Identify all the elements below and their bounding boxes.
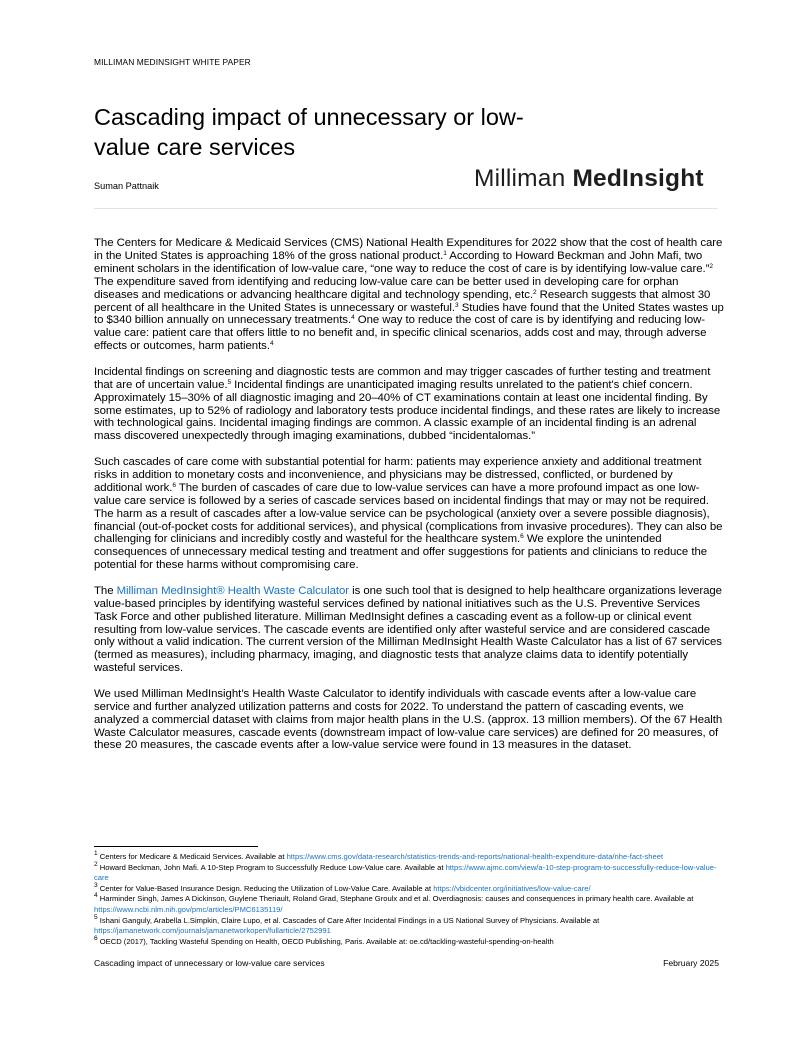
footnote-link[interactable]: https://www.ajmc.com/view/a-10-step-program-to-successfully-reduce-low-value-care: [94, 862, 717, 883]
milliman-medinsight-logo: [474, 165, 704, 193]
footnote-number: 1: [94, 850, 98, 857]
footnote-number: 3: [94, 881, 98, 889]
footnote-item: [94, 881, 722, 895]
logo-regular-text: Milliman: [474, 165, 573, 192]
footnote-item: [94, 913, 722, 937]
footnote-ref: 3: [455, 301, 459, 309]
paragraph-1: [94, 237, 724, 353]
footnote-text: Ishani Ganguly, Arabella L.Simpkin, Claire Lupo, et al. Cascades of Care After Incidental Findings in a US National Survey of Physicians. Available at: [97, 915, 600, 925]
main-body: [94, 237, 724, 765]
footnote-ref: 2: [709, 262, 713, 270]
footnote-number: 6: [94, 934, 98, 942]
text-run: is one such tool that is designed to help healthcare organizations leverage value-based principles by identifying wasteful services defined by national initiatives such as the U.S. Preventive Services Task Force and other published literature. Milliman MedInsight defines a cascading event as a follow-up or clinical event resulting from low-value services. The cascade events are identified only after wasteful service and are considered cascade only without a valid indication. The current version of the Milliman MedInsight Health Waste Calculator has a list of 67 services (termed as measures), including pharmacy, imaging, and diagnostic tests that analyze claims data to identify potentially wasteful services.: [94, 584, 722, 675]
paragraph-5: We used Milliman MedInsight’s Health Waste Calculator to identify individuals with cascade events after a low-value care service and further analyzed utilization patterns and costs for 2022. To understand the pattern of cascading events, we analyzed a commercial dataset with claims from major health plans in the U.S. (approx. 13 million members). Of the 67 Health Waste Calculator measures, cascade events (downstream impact of low-value care services) are defined for 20 measures, of these 20 measures, the cascade events after a low-value service were found in 13 measures in the dataset.: [94, 687, 723, 752]
footnote-link[interactable]: https://jamanetwork.com/journals/jamanetworkopen/fullarticle/2752991: [94, 926, 331, 936]
footnote-text: Center for Value-Based Insurance Design. Reducing the Utilization of Low-Value Care. Available at: [97, 883, 434, 893]
text-run: Incidental findings are unanticipated imaging results unrelated to the patient's chief concern. Approximately 15–30% of all diagnostic imaging and 20–40% of CT examinations contain at least one incidental finding. By some estimates, up to 52% of radiology and laboratory tests produce incidental findings, and these rates are likely to increase with technological gains. Incidental imaging findings are common. A classic example of an incidental finding is an adrenal mass discovered unexpectedly through imaging examinations, dubbed “incidentalomas.”: [94, 378, 721, 443]
text-run: We explore the unintended consequences of unnecessary medical testing and treatment and offer suggestions for patients and clinicians to reduce the potential for these harms without compromising care.: [94, 533, 708, 572]
text-run: One way to reduce the cost of care is by identifying and reducing low-value care: patient care that offers little to no benefit and, in specific clinical scenarios, adds cost and may, through adverse effects or outcomes, harm patients.: [94, 314, 707, 353]
footnote-text: Centers for Medicare & Medicaid Services. Available at: [97, 852, 287, 861]
footer-title: Cascading impact of unnecessary or low-value care services: [94, 958, 325, 968]
footnote-item: [94, 894, 722, 915]
author-name: Suman Pattnaik: [94, 181, 159, 191]
text-run: Research suggests that almost 30 percent of all healthcare in the United States is unnecessary or wasteful.: [94, 288, 711, 314]
text-run: The Centers for Medicare & Medicaid Services (CMS) National Health Expenditures for 2022 show that the cost of health care in the United States is approaching 18% of the gross national product.: [94, 237, 723, 262]
text-run: Such cascades of care come with substantial potential for harm: patients may experience anxiety and additional treatment risks in addition to monetary costs and inconvenience, and physicians may be distressed, conflicted, or burdened by additional work.: [94, 455, 702, 494]
footnote-ref: 4: [351, 314, 355, 322]
text-run: Incidental findings on screening and diagnostic tests are common and may trigger cascades of further testing and treatment that are of uncertain value.: [94, 365, 711, 391]
footnote-item: [94, 934, 722, 948]
footnote-text: Howard Beckman, John Mafi. A 10-Step Program to Successfully Reduce Low-Value care. Available at: [97, 862, 446, 872]
footnote-ref: 2: [532, 288, 537, 296]
footnote-ref: 5: [227, 378, 232, 386]
footnote-ref: 4: [269, 340, 274, 348]
footnote-text: OECD (2017), Tackling Wasteful Spending on Health, OECD Publishing, Paris. Available at: oe.cd/tackling-wasteful-spending-on-health: [97, 936, 554, 946]
paragraph-2: [94, 366, 724, 443]
text-run: According to Howard Beckman and John Mafi, two eminent scholars in the identification of low-value care, “one way to reduce the cost of care is by identifying low-value care.”: [94, 249, 710, 275]
footer-date: February 2025: [663, 958, 719, 968]
footnote-number: 5: [94, 913, 98, 921]
health-waste-calculator-link[interactable]: Milliman MedInsight® Health Waste Calculator: [116, 584, 349, 597]
footnote-number: 2: [94, 860, 98, 868]
logo-bold-text: MedInsight: [572, 165, 704, 192]
paragraph-4: [94, 585, 724, 675]
footnote-number: 4: [94, 892, 98, 900]
footnote-link[interactable]: https://www.cms.gov/data-research/statistics-trends-and-reports/national-health-expenditure-data/nhe-fact-sheet: [286, 852, 664, 861]
document-kicker: MILLIMAN MEDINSIGHT WHITE PAPER: [94, 57, 251, 67]
text-run: The: [94, 584, 117, 597]
footnotes: [94, 852, 722, 947]
footnote-ref: 6: [520, 533, 524, 541]
text-run: Studies have found that the United States wastes up to $340 billion annually on unnecessary treatments.: [94, 301, 724, 327]
footnote-link[interactable]: https://vbidcenter.org/initiatives/low-value-care/: [433, 883, 591, 893]
footnote-divider: [94, 846, 258, 847]
footnote-item: [94, 860, 722, 884]
text-run: The burden of cascades of care due to low-value services can have a more profound impact as one low-value care service is followed by a series of cascade services based on incidental findings that may or may not be required. The harm as a result of cascades after a low-value service can be psychological (anxiety over a severe possible diagnosis), financial (out-of-pocket costs for additional services), and physical (complications from invasive procedures). They can also be challenging for clinicians and incredibly costly and wasteful for the healthcare system.: [94, 481, 723, 546]
footnote-ref: 1: [443, 249, 447, 257]
header-divider: [94, 208, 718, 209]
text-run: The expenditure saved from identifying and reducing low-value care can be better used in developing care for orphan diseases and medications or advancing healthcare digital and technology spending, etc.: [94, 275, 679, 301]
footnote-link[interactable]: https://www.ncbi.nlm.nih.gov/pmc/articles/PMC6135119/: [94, 904, 283, 914]
footnote-ref: 6: [172, 481, 176, 489]
page-title: Cascading impact of unnecessary or low-value care services: [94, 104, 524, 160]
footnote-text: Harminder Singh, James A Dickinson, Guylene Theriault, Roland Grad, Stephane Groulx and et al. Overdiagnosis: causes and consequences in primary health care. Available at: [97, 894, 694, 904]
footnote-item: [94, 852, 722, 863]
paragraph-3: [94, 456, 724, 572]
